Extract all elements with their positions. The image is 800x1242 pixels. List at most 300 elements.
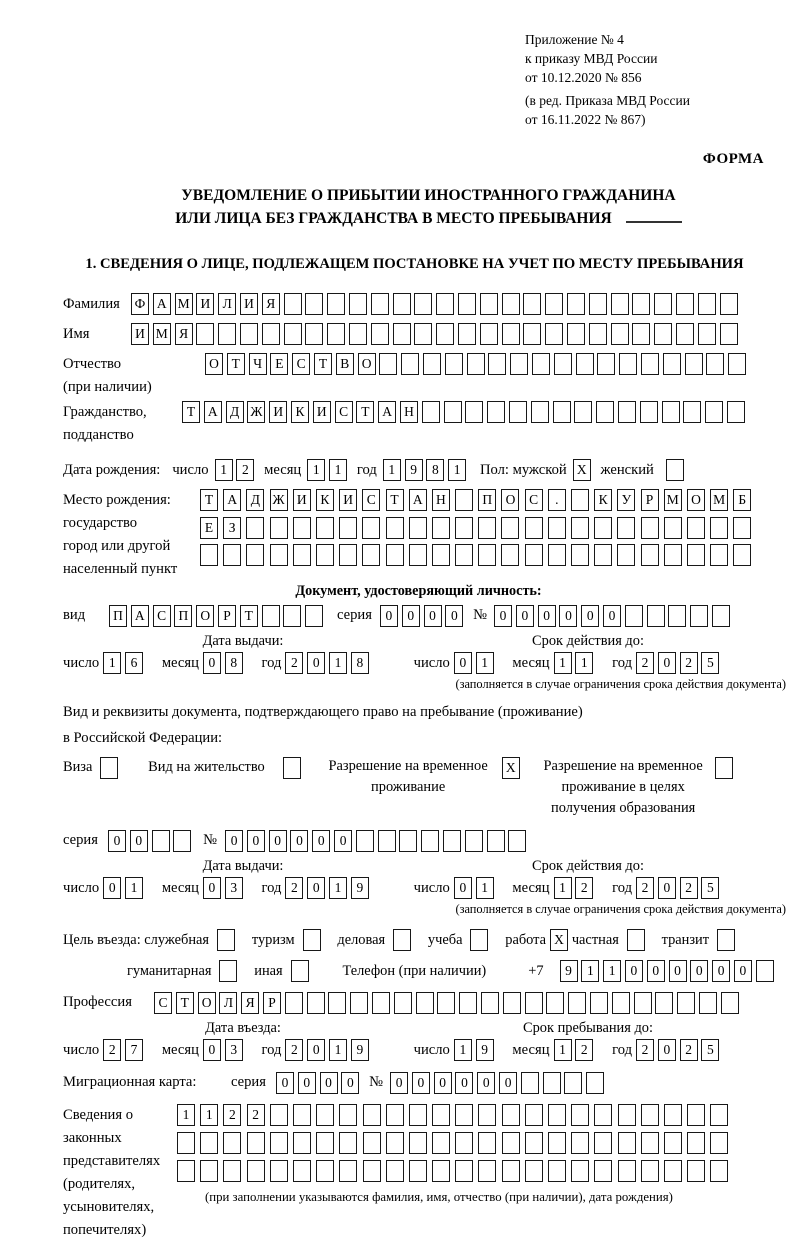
char-box[interactable] <box>436 323 454 345</box>
char-box[interactable] <box>270 1160 288 1182</box>
char-box[interactable]: В <box>336 353 354 375</box>
char-box[interactable] <box>654 323 672 345</box>
char-box[interactable] <box>571 1132 589 1154</box>
char-box[interactable]: 3 <box>225 1039 243 1061</box>
char-box[interactable] <box>687 517 705 539</box>
char-box[interactable] <box>455 489 473 511</box>
char-box[interactable]: 0 <box>341 1072 359 1094</box>
char-box[interactable]: 0 <box>445 605 463 627</box>
char-box[interactable] <box>487 401 505 423</box>
char-box[interactable] <box>386 517 404 539</box>
char-box[interactable] <box>501 517 519 539</box>
char-box[interactable] <box>177 1160 195 1182</box>
char-box[interactable] <box>316 1160 334 1182</box>
char-box[interactable] <box>293 544 311 566</box>
char-box[interactable]: С <box>335 401 353 423</box>
char-box[interactable]: 1 <box>476 652 494 674</box>
char-box[interactable]: 1 <box>177 1104 195 1126</box>
char-box[interactable]: Я <box>241 992 259 1014</box>
char-box[interactable] <box>571 1104 589 1126</box>
purpose-official-checkbox[interactable] <box>217 929 239 951</box>
char-box[interactable]: 2 <box>636 1039 654 1061</box>
char-box[interactable] <box>634 992 652 1014</box>
char-box[interactable] <box>240 323 258 345</box>
char-box[interactable] <box>270 544 288 566</box>
char-box[interactable]: 0 <box>647 960 665 982</box>
char-box[interactable] <box>339 1132 357 1154</box>
char-box[interactable]: О <box>358 353 376 375</box>
char-box[interactable] <box>594 1160 612 1182</box>
char-box[interactable] <box>567 293 585 315</box>
char-box[interactable] <box>502 1160 520 1182</box>
char-box[interactable]: К <box>316 489 334 511</box>
char-box[interactable]: 0 <box>312 830 330 852</box>
char-box[interactable] <box>327 323 345 345</box>
char-box[interactable] <box>478 1160 496 1182</box>
char-box[interactable] <box>654 293 672 315</box>
char-box[interactable]: У <box>617 489 635 511</box>
char-box[interactable] <box>328 992 346 1014</box>
char-box[interactable] <box>523 293 541 315</box>
char-box[interactable] <box>458 293 476 315</box>
char-box[interactable] <box>219 960 237 982</box>
char-box[interactable] <box>200 544 218 566</box>
char-box[interactable]: 0 <box>712 960 730 982</box>
char-box[interactable] <box>371 293 389 315</box>
char-box[interactable]: 0 <box>247 830 265 852</box>
char-box[interactable] <box>710 517 728 539</box>
female-checkbox[interactable] <box>666 459 688 481</box>
char-box[interactable]: X <box>550 929 568 951</box>
char-box[interactable]: 0 <box>130 830 148 852</box>
char-box[interactable]: 1 <box>476 877 494 899</box>
char-box[interactable] <box>523 323 541 345</box>
char-box[interactable]: Д <box>226 401 244 423</box>
char-box[interactable] <box>611 293 629 315</box>
char-box[interactable]: 7 <box>125 1039 143 1061</box>
char-box[interactable] <box>596 401 614 423</box>
char-box[interactable] <box>372 992 390 1014</box>
char-box[interactable]: Р <box>263 992 281 1014</box>
char-box[interactable] <box>481 992 499 1014</box>
char-box[interactable] <box>339 517 357 539</box>
char-box[interactable]: 2 <box>285 877 303 899</box>
char-box[interactable]: 1 <box>554 877 572 899</box>
char-box[interactable] <box>503 992 521 1014</box>
char-box[interactable]: 0 <box>494 605 512 627</box>
char-box[interactable]: 0 <box>658 652 676 674</box>
char-box[interactable] <box>502 293 520 315</box>
temp-residence-checkbox[interactable] <box>502 757 524 779</box>
char-box[interactable] <box>246 517 264 539</box>
char-box[interactable]: Т <box>176 992 194 1014</box>
char-box[interactable] <box>316 1104 334 1126</box>
char-box[interactable]: С <box>362 489 380 511</box>
char-box[interactable] <box>399 830 417 852</box>
char-box[interactable]: П <box>174 605 192 627</box>
char-box[interactable] <box>632 293 650 315</box>
char-box[interactable] <box>339 1104 357 1126</box>
char-box[interactable]: 2 <box>680 877 698 899</box>
char-box[interactable]: Т <box>200 489 218 511</box>
char-box[interactable] <box>437 992 455 1014</box>
purpose-study-checkbox[interactable] <box>470 929 492 951</box>
char-box[interactable] <box>531 401 549 423</box>
char-box[interactable] <box>293 1132 311 1154</box>
char-box[interactable] <box>571 1160 589 1182</box>
char-box[interactable] <box>617 544 635 566</box>
char-box[interactable]: Е <box>270 353 288 375</box>
char-box[interactable]: 9 <box>560 960 578 982</box>
char-box[interactable]: 0 <box>298 1072 316 1094</box>
char-box[interactable] <box>488 353 506 375</box>
char-box[interactable]: X <box>502 757 520 779</box>
char-box[interactable] <box>586 1072 604 1094</box>
char-box[interactable] <box>525 992 543 1014</box>
char-box[interactable]: 0 <box>690 960 708 982</box>
char-box[interactable] <box>706 353 724 375</box>
char-box[interactable]: 1 <box>581 960 599 982</box>
char-box[interactable]: И <box>269 401 287 423</box>
char-box[interactable]: Ч <box>249 353 267 375</box>
char-box[interactable]: 0 <box>320 1072 338 1094</box>
char-box[interactable]: 1 <box>329 652 347 674</box>
char-box[interactable] <box>393 293 411 315</box>
char-box[interactable]: А <box>409 489 427 511</box>
char-box[interactable] <box>548 1104 566 1126</box>
char-box[interactable] <box>664 1104 682 1126</box>
char-box[interactable] <box>432 517 450 539</box>
char-box[interactable] <box>386 1132 404 1154</box>
char-box[interactable]: И <box>339 489 357 511</box>
char-box[interactable] <box>478 1104 496 1126</box>
char-box[interactable] <box>508 830 526 852</box>
char-box[interactable] <box>715 757 733 779</box>
char-box[interactable]: 0 <box>203 877 221 899</box>
char-box[interactable]: Я <box>262 293 280 315</box>
char-box[interactable]: А <box>131 605 149 627</box>
char-box[interactable]: 1 <box>383 459 401 481</box>
char-box[interactable] <box>687 1160 705 1182</box>
char-box[interactable] <box>677 992 695 1014</box>
char-box[interactable] <box>223 1132 241 1154</box>
char-box[interactable]: 8 <box>426 459 444 481</box>
char-box[interactable]: Ж <box>247 401 265 423</box>
char-box[interactable] <box>668 605 686 627</box>
char-box[interactable] <box>502 1132 520 1154</box>
char-box[interactable]: П <box>109 605 127 627</box>
char-box[interactable] <box>285 992 303 1014</box>
char-box[interactable] <box>293 1160 311 1182</box>
char-box[interactable] <box>618 1104 636 1126</box>
char-box[interactable] <box>262 605 280 627</box>
char-box[interactable] <box>699 992 717 1014</box>
char-box[interactable] <box>510 353 528 375</box>
char-box[interactable]: 1 <box>329 459 347 481</box>
char-box[interactable] <box>590 992 608 1014</box>
char-box[interactable] <box>733 517 751 539</box>
char-box[interactable]: 0 <box>658 877 676 899</box>
char-box[interactable] <box>455 1104 473 1126</box>
char-box[interactable]: 1 <box>215 459 233 481</box>
char-box[interactable]: 0 <box>307 652 325 674</box>
char-box[interactable]: 8 <box>351 652 369 674</box>
char-box[interactable]: З <box>223 517 241 539</box>
char-box[interactable]: 2 <box>636 652 654 674</box>
char-box[interactable] <box>721 992 739 1014</box>
char-box[interactable]: Л <box>219 992 237 1014</box>
char-box[interactable]: 9 <box>405 459 423 481</box>
char-box[interactable] <box>705 401 723 423</box>
char-box[interactable] <box>618 1160 636 1182</box>
char-box[interactable] <box>363 1104 381 1126</box>
char-box[interactable]: 0 <box>307 1039 325 1061</box>
char-box[interactable] <box>200 1132 218 1154</box>
char-box[interactable] <box>455 1132 473 1154</box>
char-box[interactable]: 0 <box>559 605 577 627</box>
char-box[interactable]: 0 <box>434 1072 452 1094</box>
char-box[interactable]: Н <box>400 401 418 423</box>
char-box[interactable]: М <box>664 489 682 511</box>
char-box[interactable]: 0 <box>658 1039 676 1061</box>
char-box[interactable]: 0 <box>734 960 752 982</box>
char-box[interactable]: 2 <box>575 1039 593 1061</box>
char-box[interactable] <box>305 293 323 315</box>
char-box[interactable]: Т <box>356 401 374 423</box>
char-box[interactable] <box>612 992 630 1014</box>
purpose-work-checkbox[interactable] <box>550 929 572 951</box>
char-box[interactable] <box>305 605 323 627</box>
char-box[interactable] <box>532 353 550 375</box>
char-box[interactable] <box>632 323 650 345</box>
char-box[interactable] <box>394 992 412 1014</box>
char-box[interactable] <box>728 353 746 375</box>
char-box[interactable] <box>386 1160 404 1182</box>
char-box[interactable] <box>545 293 563 315</box>
char-box[interactable]: 0 <box>203 652 221 674</box>
char-box[interactable]: С <box>525 489 543 511</box>
purpose-humanitarian-checkbox[interactable] <box>219 960 241 982</box>
char-box[interactable] <box>698 293 716 315</box>
char-box[interactable] <box>543 1072 561 1094</box>
char-box[interactable] <box>641 1160 659 1182</box>
char-box[interactable]: 1 <box>125 877 143 899</box>
char-box[interactable]: А <box>378 401 396 423</box>
char-box[interactable]: М <box>710 489 728 511</box>
char-box[interactable]: . <box>548 489 566 511</box>
char-box[interactable] <box>465 830 483 852</box>
char-box[interactable]: И <box>313 401 331 423</box>
char-box[interactable] <box>525 1104 543 1126</box>
char-box[interactable] <box>567 323 585 345</box>
char-box[interactable]: 0 <box>454 652 472 674</box>
char-box[interactable] <box>218 323 236 345</box>
char-box[interactable] <box>445 353 463 375</box>
char-box[interactable] <box>521 1072 539 1094</box>
char-box[interactable] <box>627 929 645 951</box>
char-box[interactable]: Р <box>218 605 236 627</box>
char-box[interactable]: 0 <box>103 877 121 899</box>
char-box[interactable]: 1 <box>307 459 325 481</box>
char-box[interactable]: 2 <box>247 1104 265 1126</box>
char-box[interactable]: Т <box>227 353 245 375</box>
char-box[interactable] <box>717 929 735 951</box>
visa-checkbox[interactable] <box>100 757 122 779</box>
char-box[interactable]: 1 <box>448 459 466 481</box>
char-box[interactable] <box>687 544 705 566</box>
char-box[interactable] <box>432 1104 450 1126</box>
char-box[interactable] <box>350 992 368 1014</box>
char-box[interactable]: И <box>131 323 149 345</box>
char-box[interactable]: 9 <box>476 1039 494 1061</box>
char-box[interactable]: К <box>291 401 309 423</box>
purpose-transit-checkbox[interactable] <box>717 929 739 951</box>
char-box[interactable]: 0 <box>454 877 472 899</box>
char-box[interactable]: 5 <box>701 652 719 674</box>
char-box[interactable] <box>571 489 589 511</box>
char-box[interactable] <box>414 323 432 345</box>
char-box[interactable] <box>444 401 462 423</box>
char-box[interactable] <box>284 323 302 345</box>
char-box[interactable] <box>173 830 191 852</box>
char-box[interactable]: 2 <box>236 459 254 481</box>
char-box[interactable] <box>414 293 432 315</box>
char-box[interactable] <box>641 1104 659 1126</box>
char-box[interactable] <box>409 517 427 539</box>
char-box[interactable]: 9 <box>351 1039 369 1061</box>
char-box[interactable] <box>177 1132 195 1154</box>
char-box[interactable] <box>546 992 564 1014</box>
char-box[interactable] <box>685 353 703 375</box>
char-box[interactable]: 2 <box>103 1039 121 1061</box>
char-box[interactable] <box>664 517 682 539</box>
char-box[interactable]: П <box>478 489 496 511</box>
char-box[interactable]: Ф <box>131 293 149 315</box>
char-box[interactable]: Т <box>314 353 332 375</box>
char-box[interactable] <box>710 1104 728 1126</box>
char-box[interactable] <box>409 1160 427 1182</box>
char-box[interactable]: 0 <box>412 1072 430 1094</box>
char-box[interactable] <box>455 544 473 566</box>
char-box[interactable] <box>349 323 367 345</box>
char-box[interactable]: 0 <box>538 605 556 627</box>
char-box[interactable]: О <box>205 353 223 375</box>
char-box[interactable] <box>710 544 728 566</box>
char-box[interactable] <box>501 544 519 566</box>
char-box[interactable] <box>666 459 684 481</box>
char-box[interactable]: О <box>687 489 705 511</box>
char-box[interactable] <box>683 401 701 423</box>
char-box[interactable]: Д <box>246 489 264 511</box>
char-box[interactable] <box>200 1160 218 1182</box>
char-box[interactable] <box>307 992 325 1014</box>
char-box[interactable] <box>362 544 380 566</box>
char-box[interactable] <box>611 323 629 345</box>
char-box[interactable] <box>283 605 301 627</box>
char-box[interactable]: 6 <box>125 652 143 674</box>
char-box[interactable] <box>386 544 404 566</box>
char-box[interactable] <box>618 401 636 423</box>
char-box[interactable] <box>393 323 411 345</box>
char-box[interactable] <box>303 929 321 951</box>
char-box[interactable]: И <box>196 293 214 315</box>
char-box[interactable] <box>664 1160 682 1182</box>
char-box[interactable]: К <box>594 489 612 511</box>
char-box[interactable]: 0 <box>203 1039 221 1061</box>
char-box[interactable] <box>470 929 488 951</box>
char-box[interactable] <box>640 401 658 423</box>
char-box[interactable] <box>727 401 745 423</box>
char-box[interactable] <box>409 1104 427 1126</box>
char-box[interactable] <box>574 401 592 423</box>
char-box[interactable] <box>371 323 389 345</box>
char-box[interactable] <box>545 323 563 345</box>
char-box[interactable] <box>525 1132 543 1154</box>
char-box[interactable] <box>455 517 473 539</box>
char-box[interactable] <box>710 1160 728 1182</box>
char-box[interactable] <box>316 517 334 539</box>
char-box[interactable] <box>480 323 498 345</box>
char-box[interactable]: 1 <box>603 960 621 982</box>
char-box[interactable] <box>564 1072 582 1094</box>
char-box[interactable] <box>247 1132 265 1154</box>
char-box[interactable] <box>687 1104 705 1126</box>
char-box[interactable]: М <box>153 323 171 345</box>
char-box[interactable] <box>548 544 566 566</box>
char-box[interactable]: 1 <box>329 1039 347 1061</box>
char-box[interactable] <box>305 323 323 345</box>
char-box[interactable] <box>316 1132 334 1154</box>
char-box[interactable] <box>712 605 730 627</box>
char-box[interactable] <box>655 992 673 1014</box>
char-box[interactable]: 0 <box>669 960 687 982</box>
char-box[interactable] <box>525 544 543 566</box>
char-box[interactable]: 0 <box>334 830 352 852</box>
char-box[interactable]: 0 <box>380 605 398 627</box>
char-box[interactable]: 0 <box>225 830 243 852</box>
char-box[interactable] <box>363 1160 381 1182</box>
char-box[interactable]: 0 <box>307 877 325 899</box>
char-box[interactable] <box>327 293 345 315</box>
char-box[interactable] <box>664 1132 682 1154</box>
char-box[interactable]: Т <box>182 401 200 423</box>
char-box[interactable] <box>379 353 397 375</box>
char-box[interactable]: 3 <box>225 877 243 899</box>
char-box[interactable] <box>283 757 301 779</box>
char-box[interactable] <box>594 517 612 539</box>
char-box[interactable] <box>401 353 419 375</box>
char-box[interactable]: И <box>293 489 311 511</box>
char-box[interactable] <box>455 1160 473 1182</box>
char-box[interactable] <box>687 1132 705 1154</box>
char-box[interactable] <box>597 353 615 375</box>
char-box[interactable] <box>478 1132 496 1154</box>
char-box[interactable]: А <box>223 489 241 511</box>
char-box[interactable] <box>246 544 264 566</box>
char-box[interactable] <box>196 323 214 345</box>
char-box[interactable] <box>594 544 612 566</box>
char-box[interactable] <box>409 1132 427 1154</box>
char-box[interactable] <box>571 517 589 539</box>
char-box[interactable] <box>349 293 367 315</box>
char-box[interactable] <box>548 517 566 539</box>
char-box[interactable]: С <box>153 605 171 627</box>
char-box[interactable]: 5 <box>701 877 719 899</box>
char-box[interactable] <box>432 1132 450 1154</box>
char-box[interactable]: О <box>198 992 216 1014</box>
char-box[interactable] <box>589 293 607 315</box>
char-box[interactable]: 0 <box>290 830 308 852</box>
